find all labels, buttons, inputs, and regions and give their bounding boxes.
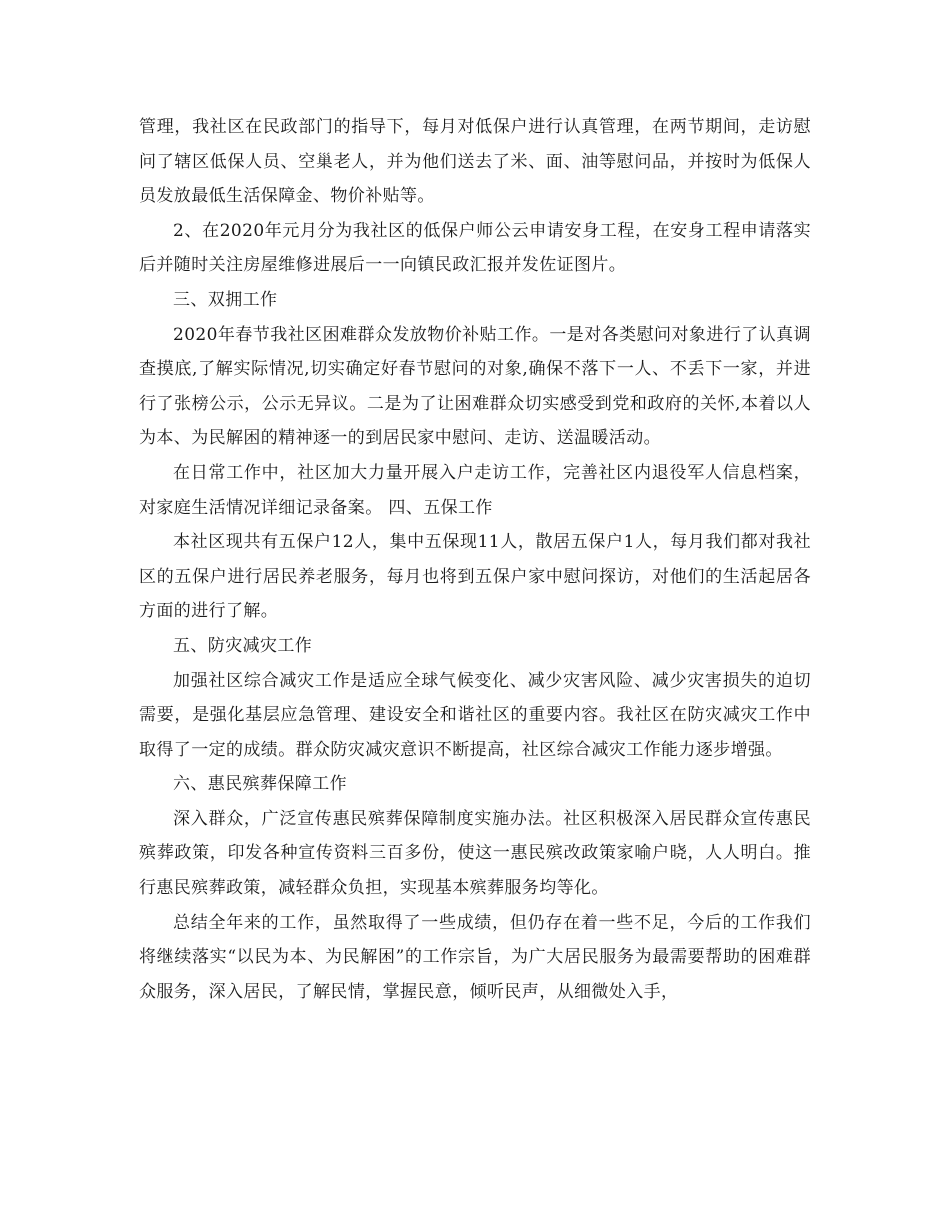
document-body bbox=[139, 110, 811, 1009]
paragraph-housing-project: 2、在2020年元月分为我社区的低保户师公云申请安身工程，在安身工程申请落实后并随时关注房屋维修进展后一一向镇民政汇报并发佐证图片。 bbox=[139, 220, 811, 276]
paragraph-spring-festival-subsidy: 2020年春节我社区困难群众发放物价补贴工作。一是对各类慰问对象进行了认真调查摸底,了解实际情况,切实确定好春节慰问的对象,确保不落下一人、不丢下一家，并进行了张榜公示，公示无异议。二是为了让困难群众切实感受到党和政府的关怀,本着以人为本、为民解困的精神逐一的到居民家中慰问、走访、送温暖活动。 bbox=[139, 324, 811, 449]
paragraph-five-guarantee-households: 本社区现共有五保户12人，集中五保现11人，散居五保户1人，每月我们都对我社区的五保户进行居民养老服务，每月也将到五保户家中慰问探访，对他们的生活起居各方面的进行了解。 bbox=[139, 532, 811, 622]
section-heading-disaster-prevention: 五、防灾减灾工作 bbox=[173, 635, 313, 656]
paragraph-disaster-reduction: 加强社区综合减灾工作是适应全球气候变化、减少灾害风险、减少灾害损失的迫切需要，是强化基层应急管理、建设安全和谐社区的重要内容。我社区在防灾减灾工作中取得了一定的成绩。群众防灾减灾意识不断提高，社区综合减灾工作能力逐步增强。 bbox=[139, 670, 811, 760]
paragraph-annual-summary: 总结全年来的工作，虽然取得了一些成绩，但仍存在着一些不足，今后的工作我们将继续落实“以民为本、为民解困”的工作宗旨，为广大居民服务为最需要帮助的困难群众服务，深入居民，了解民情，掌握民意，倾听民声，从细微处入手， bbox=[139, 912, 811, 1002]
section-heading-funeral-support: 六、惠民殡葬保障工作 bbox=[173, 774, 347, 795]
paragraph-low-income-management: 管理，我社区在民政部门的指导下，每月对低保户进行认真管理，在两节期间，走访慰问了辖区低保人员、空巢老人，并为他们送去了米、面、油等慰问品，并按时为低保人员发放最低生活保障金、物价补贴等。 bbox=[139, 117, 811, 207]
paragraph-household-visits: 在日常工作中，社区加大力量开展入户走访工作，完善社区内退役军人信息档案，对家庭生活情况详细记录备案。 四、五保工作 bbox=[139, 462, 811, 518]
section-heading-military-support: 三、双拥工作 bbox=[173, 289, 278, 310]
paragraph-funeral-policy: 深入群众，广泛宣传惠民殡葬保障制度实施办法。社区积极深入居民群众宣传惠民殡葬政策，印发各种宣传资料三百多份，使这一惠民殡改政策家喻户晓，人人明白。推行惠民殡葬政策，减轻群众负担，实现基本殡葬服务均等化。 bbox=[139, 808, 811, 899]
